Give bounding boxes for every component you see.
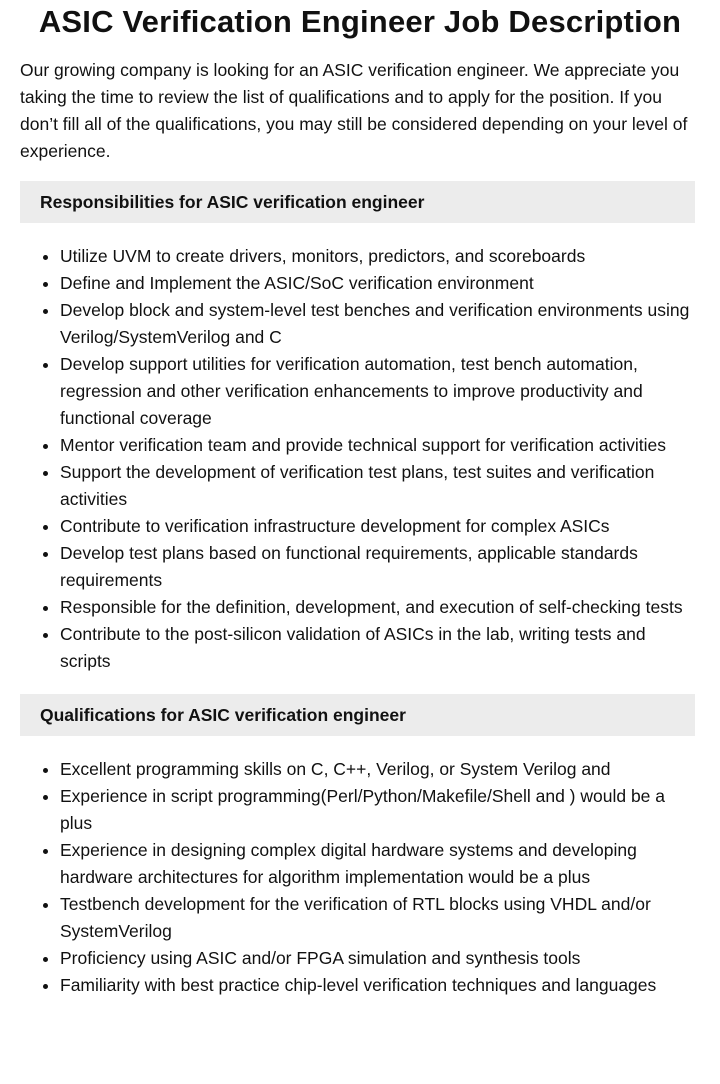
- list-item: • Testbench development for the verification of RTL blocks using VHDL and/or SystemVerilog: [60, 891, 695, 945]
- page-title: ASIC Verification Engineer Job Description: [38, 4, 682, 39]
- intro-paragraph: Our growing company is looking for an ASIC verification engineer. We appreciate you taking the time to review the list of qualifications and to apply for the position. If you don’t fill all of the qualifications, you may still be considered depending on your level of experience.: [20, 60, 688, 161]
- list-item: • Develop support utilities for verification automation, test bench automation, regression and other verification enhancements to improve productivity and functional coverage: [60, 351, 695, 432]
- list-item: • Support the development of verification test plans, test suites and verification activities: [60, 459, 695, 513]
- list-item: • Experience in script programming(Perl/Python/Makefile/Shell and ) would be a plus: [60, 783, 695, 837]
- responsibilities-list: [20, 243, 695, 675]
- list-item: • Contribute to verification infrastructure development for complex ASICs: [60, 513, 695, 540]
- list-item: • Contribute to the post-silicon validation of ASICs in the lab, writing tests and scripts: [60, 621, 695, 675]
- list-item: • Familiarity with best practice chip-level verification techniques and languages: [60, 972, 695, 999]
- qualifications-list: [20, 756, 695, 999]
- list-item: • Mentor verification team and provide technical support for verification activities: [60, 432, 695, 459]
- list-item: • Proficiency using ASIC and/or FPGA simulation and synthesis tools: [60, 945, 695, 972]
- list-item: • Experience in designing complex digital hardware systems and developing hardware architectures for algorithm implementation would be a plus: [60, 837, 695, 891]
- list-item: • Responsible for the definition, development, and execution of self-checking tests: [60, 594, 695, 621]
- responsibilities-heading: Responsibilities for ASIC verification engineer: [20, 181, 695, 223]
- list-item: • Define and Implement the ASIC/SoC verification environment: [60, 270, 695, 297]
- list-item: • Utilize UVM to create drivers, monitors, predictors, and scoreboards: [60, 243, 695, 270]
- list-item: • Excellent programming skills on C, C++, Verilog, or System Verilog and: [60, 756, 695, 783]
- qualifications-heading: Qualifications for ASIC verification engineer: [20, 694, 695, 736]
- list-item: • Develop test plans based on functional requirements, applicable standards requirements: [60, 540, 695, 594]
- list-item: • Develop block and system-level test benches and verification environments using Verilog/SystemVerilog and C: [60, 297, 695, 351]
